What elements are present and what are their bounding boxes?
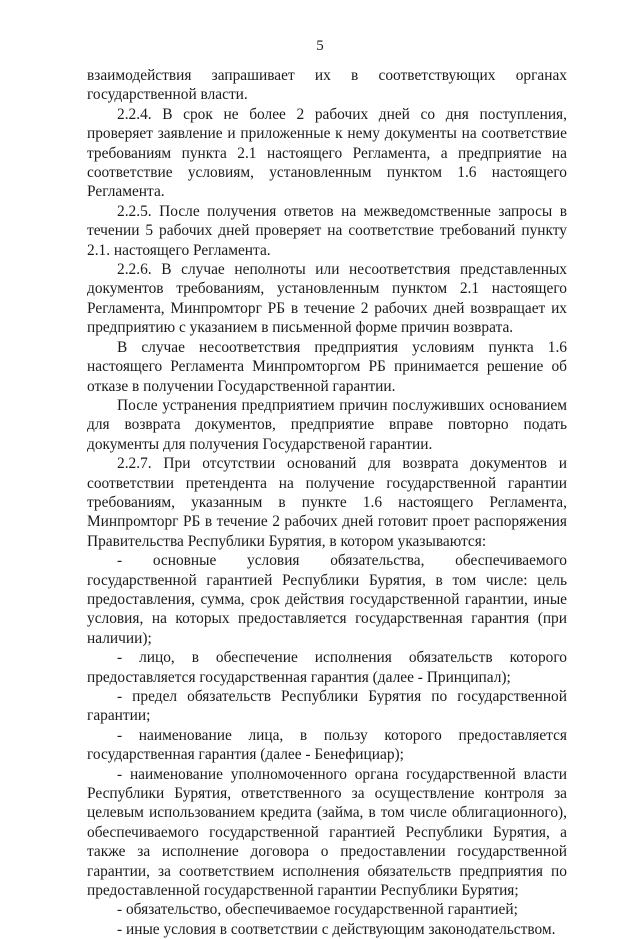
list-item-secured-obligation: - обязательство, обеспечиваемое государственной гарантией;	[117, 901, 518, 919]
list-item-other-conditions: - иные условия в соответствии с действующим законодательством.	[117, 920, 556, 938]
page-number: 5	[316, 38, 324, 54]
paragraph-2-2-4: 2.2.4. В срок не более 2 рабочих дней со дня поступления, проверяет заявление и приложенные к нему документы на соответствие требованиям пункта 2.1 настоящего Регламента, а предприятие на соответствие условиям, установленным пунктом 1.6 настоящего Регламента.	[87, 105, 567, 201]
paragraph-resubmission: После устранения предприятием причин послуживших основанием для возврата документов, предприятие вправе повторно подать документы для получения Государственой гарантии.	[87, 396, 567, 453]
paragraph-2-2-7: 2.2.7. При отсутствии оснований для возврата документов и соответствии претендента на получение государственной гарантии требованиям, указанным в пункте 1.6 настоящего Регламента, Минпромторг РБ в течение 2 рабочих дней готовит проет распоряжения Правительства Республики Бурятия, в котором указываются:	[87, 455, 567, 550]
paragraph-2-2-5: 2.2.5. После получения ответов на межведомственные запросы в течении 5 рабочих дней проверяет на соответствие требований пункту 2.1. настоящего Регламента.	[87, 202, 567, 259]
list-item-obligation-limit: - предел обязательств Республики Бурятия по государственной гарантии;	[87, 688, 567, 725]
list-item-principal: - лицо, в обеспечение исполнения обязательств которого предоставляется государственная гарантия (далее - Принципал);	[87, 649, 567, 686]
document-body	[87, 66, 567, 939]
list-item-authorized-body: - наименование уполномоченного органа государственной власти Республики Бурятия, ответственного за осуществление контроля за целевым использованием кредита (займа, в том числе облигационного), обеспечиваемого государственной гарантией Республики Бурятия, а также за исполнение договора о предоставлении государственной гарантии, за соответствием исполнения обязательств предприятия по предоставленной государственной гарантии Республики Бурятия;	[87, 765, 567, 900]
paragraph-continuation: взаимодействия запрашивает их в соответствующих органах государственной власти.	[87, 67, 567, 104]
list-item-beneficiary: - наименование лица, в пользу которого предоставляется государственная гарантия (далее - Бенефициар);	[87, 726, 567, 764]
list-item-main-conditions: - основные условия обязательства, обеспечиваемого государственной гарантией Республики Бурятия, в том числе: цель предоставления, сумма, срок действия государственной гарантии, иные условия, на которых предоставляется государственная гарантия (при наличии);	[87, 552, 567, 647]
paragraph-refusal: В случае несоответствия предприятия условиям пункта 1.6 настоящего Регламента Минпромторгом РБ принимается решение об отказе в получении Государственной гарантии.	[87, 338, 567, 395]
paragraph-2-2-6: 2.2.6. В случае неполноты или несоответствия представленных документов требованиям, установленным пунктом 2.1 настоящего Регламента, Минпромторг РБ в течение 2 рабочих дней возвращает их предприятию с указанием в письменной форме причин возврата.	[87, 261, 567, 337]
